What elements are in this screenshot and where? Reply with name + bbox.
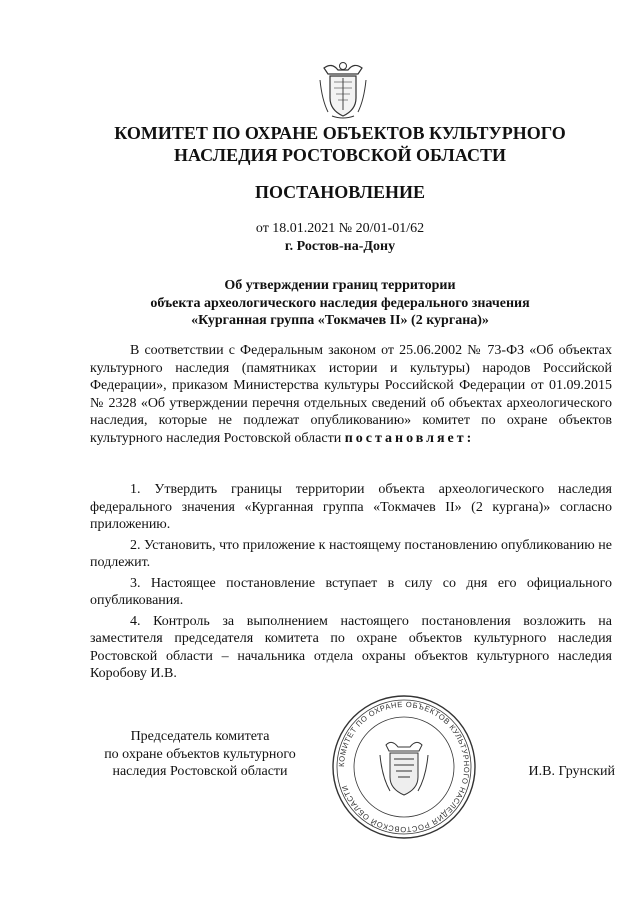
signatory-title-line-2: по охране объектов культурного — [104, 746, 296, 762]
intro-paragraph — [90, 342, 612, 447]
decree-item-4: 4. Контроль за выполнением настоящего постановления возложить на заместителя председателя комитета по охране объектов культурного наследия Ростовской области – начальника отдела охраны объектов культурного наследия Коробову И.В. — [90, 613, 612, 681]
subject-line-2: объекта археологического наследия федерального значения — [150, 295, 530, 311]
coat-of-arms-icon — [318, 60, 368, 120]
signatory-name: И.В. Грунский — [528, 764, 615, 779]
subject-line-3: «Курганная группа «Токмачев II» (2 кургана)» — [191, 313, 489, 328]
signatory-title-line-1: Председатель комитета — [130, 729, 270, 744]
document-type: ПОСТАНОВЛЕНИЕ — [254, 182, 426, 202]
official-stamp-icon — [330, 693, 478, 841]
decree-item-2: 2. Установить, что приложение к настоящему постановлению опубликованию не подлежит. — [90, 537, 612, 570]
organization-name — [90, 122, 590, 166]
document-date-number: от 18.01.2021 № 20/01-01/62 — [255, 221, 425, 236]
decree-word: постановляет: — [344, 430, 475, 446]
org-line-2: НАСЛЕДИЯ РОСТОВСКОЙ ОБЛАСТИ — [174, 145, 506, 165]
org-line-1: КОМИТЕТ ПО ОХРАНЕ ОБЪЕКТОВ КУЛЬТУРНОГО — [114, 123, 566, 143]
signatory-title-line-3: наследия Ростовской области — [112, 764, 288, 779]
document-city: г. Ростов-на-Дону — [284, 239, 396, 254]
document-subject — [90, 277, 590, 330]
stamp-ring-text: КОМИТЕТ ПО ОХРАНЕ ОБЪЕКТОВ КУЛЬТУРНОГО НАСЛЕДИЯ РОСТОВСКОЙ ОБЛАСТИ — [336, 699, 472, 835]
decree-item-3: 3. Настоящее постановление вступает в силу со дня его официального опубликования. — [90, 575, 612, 608]
signatory-title — [85, 728, 315, 781]
decree-item-1: 1. Утвердить границы территории объекта археологического наследия федерального значения «Курганная группа «Токмачев II» (2 кургана)» согласно приложению. — [90, 482, 612, 532]
decree-items — [90, 481, 612, 686]
subject-line-1: Об утверждении границ территории — [224, 278, 456, 293]
intro-text: В соответствии с Федеральным законом от 25.06.2002 № 73-ФЗ «Об объектах культурного наследия (памятниках истории и культуры) народов Российской Федерации», приказом Министерства культуры Российской Федерации от 01.09.2015 № 2328 «Об утверждении перечня отдельных сведений об объектах археологического наследия, которые не подлежат опубликованию» комитет по охране объектов культурного наследия Ростовской области — [90, 343, 612, 446]
